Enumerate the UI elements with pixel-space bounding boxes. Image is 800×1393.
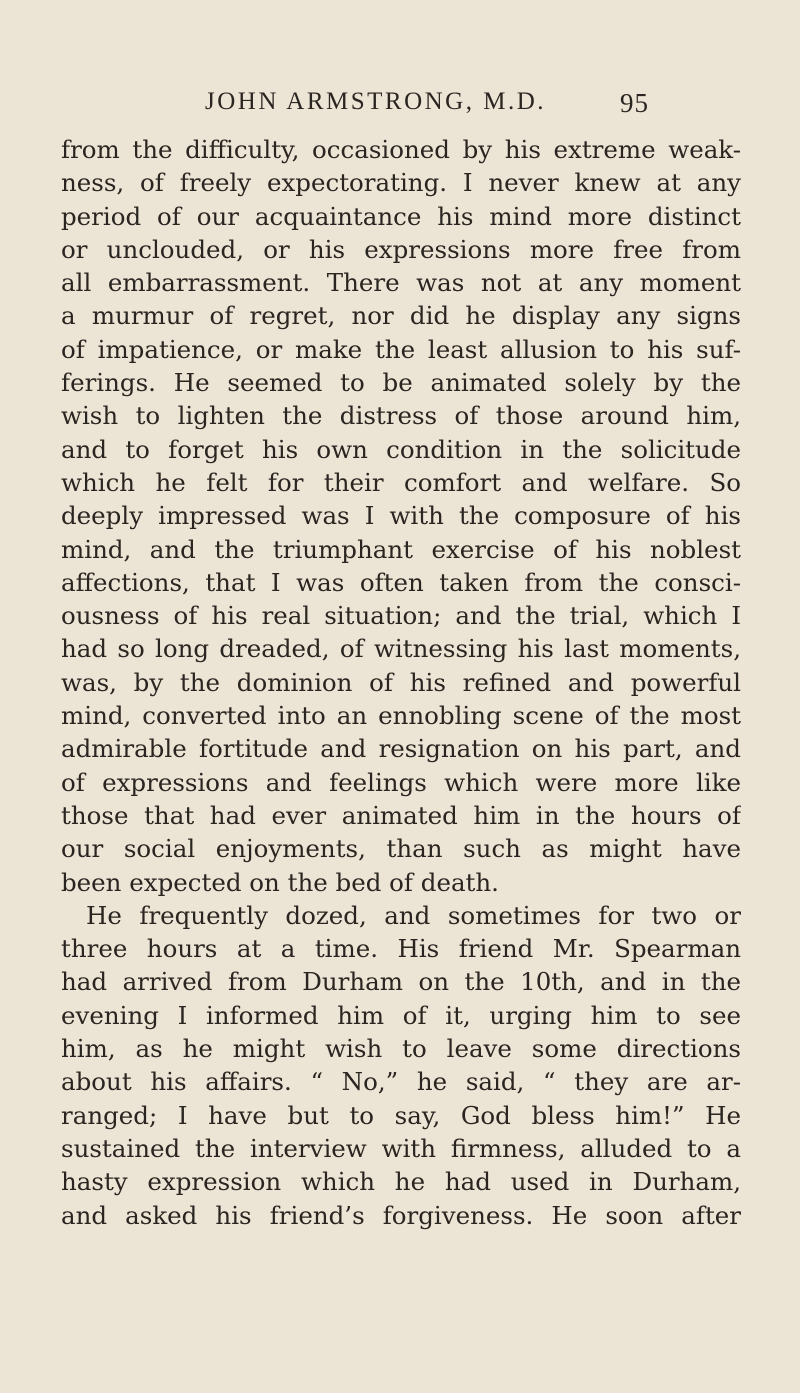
text-line: sustained the interview with firmness, alluded to a xyxy=(61,1133,741,1163)
text-line: period of our acquaintance his mind more distinct xyxy=(61,201,741,231)
text-line: those that had ever animated him in the hours of xyxy=(61,800,741,830)
text-line: of impatience, or make the least allusion to his suf- xyxy=(61,334,741,364)
text-line: him, as he might wish to leave some directions xyxy=(61,1034,741,1064)
text-line: ousness of his real situation; and the trial, which I xyxy=(61,601,741,631)
text-line: hasty expression which he had used in Durham, xyxy=(61,1167,741,1197)
paragraph-1 xyxy=(61,133,741,899)
body-text xyxy=(61,133,741,1232)
text-line: about his affairs. “ No,” he said, “ they are ar- xyxy=(61,1067,741,1097)
text-line: had so long dreaded, of witnessing his last moments, xyxy=(61,634,741,664)
text-line: and asked his friend’s forgiveness. He soon after xyxy=(61,1200,741,1230)
text-line: mind, and the triumphant exercise of his noblest xyxy=(61,534,741,564)
text-line: or unclouded, or his expressions more free from xyxy=(61,234,741,264)
text-line: which he felt for their comfort and welfare. So xyxy=(61,467,741,497)
text-line: ness, of freely expectorating. I never knew at any xyxy=(61,168,741,198)
text-line: and to forget his own condition in the solicitude xyxy=(61,434,741,464)
text-line: affections, that I was often taken from the consci- xyxy=(61,567,741,597)
text-line: ranged; I have but to say, God bless him!” He xyxy=(61,1100,741,1130)
text-line: ferings. He seemed to be animated solely by the xyxy=(61,368,741,398)
text-line: our social enjoyments, than such as might have xyxy=(61,834,741,864)
text-line: evening I informed him of it, urging him to see xyxy=(61,1000,741,1030)
paragraph-2 xyxy=(61,899,741,1232)
text-line: He frequently dozed, and sometimes for two or xyxy=(86,900,741,930)
text-line: had arrived from Durham on the 10th, and in the xyxy=(61,967,741,997)
text-line: was, by the dominion of his refined and powerful xyxy=(61,667,741,697)
running-head xyxy=(0,88,800,122)
text-line: of expressions and feelings which were more like xyxy=(61,767,741,797)
text-line: a murmur of regret, nor did he display any signs xyxy=(61,301,741,331)
text-line: admirable fortitude and resignation on his part, and xyxy=(61,734,741,764)
text-line: mind, converted into an ennobling scene of the most xyxy=(61,701,741,731)
text-line: all embarrassment. There was not at any moment xyxy=(61,268,741,298)
text-line: been expected on the bed of death. xyxy=(61,867,499,897)
text-line: from the difficulty, occasioned by his extreme weak- xyxy=(61,135,741,164)
running-title: JOHN ARMSTRONG, M.D. xyxy=(205,88,547,115)
page-number: 95 xyxy=(620,88,649,118)
text-line: three hours at a time. His friend Mr. Spearman xyxy=(61,934,741,964)
text-line: deeply impressed was I with the composure of his xyxy=(61,501,741,531)
text-line: wish to lighten the distress of those around him, xyxy=(61,401,741,431)
